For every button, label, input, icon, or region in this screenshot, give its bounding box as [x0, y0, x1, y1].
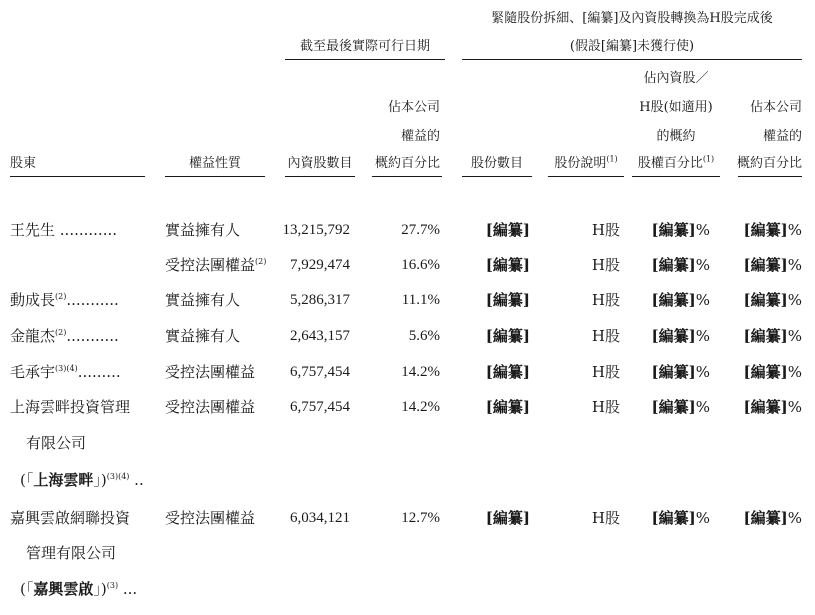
table-row-share-desc: H股 — [591, 363, 620, 381]
header-rule-share-number — [462, 176, 532, 177]
table-row-holder: 動成長$^{(2)}$........... — [10, 291, 119, 309]
table-row-shares: 6,757,454 — [290, 364, 350, 380]
table-row-share-desc: H股 — [591, 327, 620, 345]
table-row-share-desc: H股 — [591, 291, 620, 309]
table-row-shares: 2,643,157 — [290, 328, 350, 344]
table-row-holder: 嘉興雲啟網聯投資 — [10, 509, 131, 527]
table-row-pct2: [編纂]% — [651, 291, 710, 309]
table-row-nature: 實益擁有人 — [165, 221, 241, 239]
col-header-pct1-line1: 佔本公司 — [387, 100, 440, 115]
table-row-holder: 金龍杰$^{(2)}$........... — [10, 327, 119, 345]
table-row-nature: 受控法團權益$^{(2)}$ — [165, 256, 267, 274]
table-row-pct3: [編纂]% — [743, 327, 802, 345]
col-header-pct1-line3: 概約百分比 — [374, 156, 440, 171]
group-header-after-completion-line1: 緊隨股份拆細、[編纂]及內資股轉換為H股完成後 — [491, 11, 773, 26]
table-row-pct: 14.2% — [401, 399, 440, 415]
holder-continuation: 管理有限公司 — [26, 544, 117, 562]
col-header-pct3-line2: 權益的 — [762, 129, 802, 144]
table-row-pct3: [編纂]% — [743, 291, 802, 309]
table-row-redacted-shares: [編纂] — [485, 327, 530, 345]
group-left-rule — [285, 59, 445, 60]
col-header-nature: 權益性質 — [188, 156, 241, 171]
table-row-pct2: [編纂]% — [651, 363, 710, 381]
col-header-pct3-line3: 概約百分比 — [736, 156, 802, 171]
col-header-pct3-line1: 佔本公司 — [749, 100, 802, 115]
header-rule-pct1 — [372, 176, 442, 177]
col-header-pct2-line2: H股(如適用) — [639, 100, 713, 115]
header-rule-nature — [165, 176, 265, 177]
table-row-shares: 13,215,792 — [282, 222, 350, 238]
col-header-pct2-line3: 的概約 — [656, 129, 696, 144]
table-row-redacted-shares: [編纂] — [485, 256, 530, 274]
table-row-redacted-shares: [編纂] — [485, 363, 530, 381]
table-row-pct: 14.2% — [401, 364, 440, 380]
header-rule-domestic — [285, 176, 355, 177]
col-header-domestic-shares: 內資股數目 — [287, 156, 353, 171]
table-row-pct2: [編纂]% — [651, 398, 710, 416]
col-header-pct2-line4: 股權百分比$^{(1)}$ — [637, 154, 715, 171]
table-row-holder: 上海雲畔投資管理 — [10, 398, 131, 416]
header-rule-shareholder — [10, 176, 145, 177]
table-row-pct: 16.6% — [401, 257, 440, 273]
table-row-pct: 12.7% — [401, 510, 440, 526]
table-row-pct3: [編纂]% — [743, 509, 802, 527]
group-header-latest-date: 截至最後實際可行日期 — [299, 39, 430, 54]
table-row-redacted-shares: [編纂] — [485, 221, 530, 239]
table-row-pct2: [編纂]% — [651, 327, 710, 345]
table-row-nature: 實益擁有人 — [165, 327, 241, 345]
table-row-shares: 6,034,121 — [290, 510, 350, 526]
table-row-pct3: [編纂]% — [743, 363, 802, 381]
holder-short-name: (「上海雲畔」)$^{(3)(4)}$ .. — [20, 471, 144, 489]
table-row-pct3: [編纂]% — [743, 398, 802, 416]
table-row-pct2: [編纂]% — [651, 509, 710, 527]
col-header-shareholder: 股東 — [10, 156, 37, 171]
table-row-pct: 27.7% — [401, 222, 440, 238]
table-row-shares: 5,286,317 — [290, 292, 350, 308]
table-row-redacted-shares: [編纂] — [485, 509, 530, 527]
table-row-pct: 11.1% — [401, 292, 440, 308]
table-row-shares: 7,929,474 — [290, 257, 350, 273]
table-row-pct: 5.6% — [408, 328, 440, 344]
table-row-share-desc: H股 — [591, 398, 620, 416]
table-row-nature: 受控法團權益 — [165, 363, 256, 381]
table-row-nature: 實益擁有人 — [165, 291, 241, 309]
col-header-share-desc: 股份說明$^{(1)}$ — [554, 154, 618, 171]
holder-continuation: 有限公司 — [26, 434, 87, 452]
table-row-pct2: [編纂]% — [651, 221, 710, 239]
header-rule-pct2 — [632, 176, 720, 177]
table-row-share-desc: H股 — [591, 509, 620, 527]
table-row-nature: 受控法團權益 — [165, 509, 256, 527]
group-header-after-completion-line2: (假設[編纂]未獲行使) — [569, 39, 695, 54]
table-row-shares: 6,757,454 — [290, 399, 350, 415]
col-header-pct1-line2: 權益的 — [400, 129, 440, 144]
table-row-holder: 王先生 ............ — [10, 221, 118, 239]
header-rule-share-desc — [548, 176, 624, 177]
table-row-pct3: [編纂]% — [743, 256, 802, 274]
table-row-share-desc: H股 — [591, 256, 620, 274]
table-row-pct3: [編纂]% — [743, 221, 802, 239]
table-row-pct2: [編纂]% — [651, 256, 710, 274]
table-row-redacted-shares: [編纂] — [485, 291, 530, 309]
col-header-share-number: 股份數目 — [470, 156, 523, 171]
col-header-pct2-line1: 佔內資股／ — [643, 71, 709, 86]
table-row-nature: 受控法團權益 — [165, 398, 256, 416]
holder-short-name: (「嘉興雲啟」)$^{(3)}$ ... — [20, 580, 138, 598]
header-rule-pct3 — [738, 176, 802, 177]
table-row-redacted-shares: [編纂] — [485, 398, 530, 416]
group-right-rule — [462, 59, 802, 60]
table-row-holder: 毛承宇$^{(3)(4)}$......... — [10, 363, 121, 381]
table-row-share-desc: H股 — [591, 221, 620, 239]
